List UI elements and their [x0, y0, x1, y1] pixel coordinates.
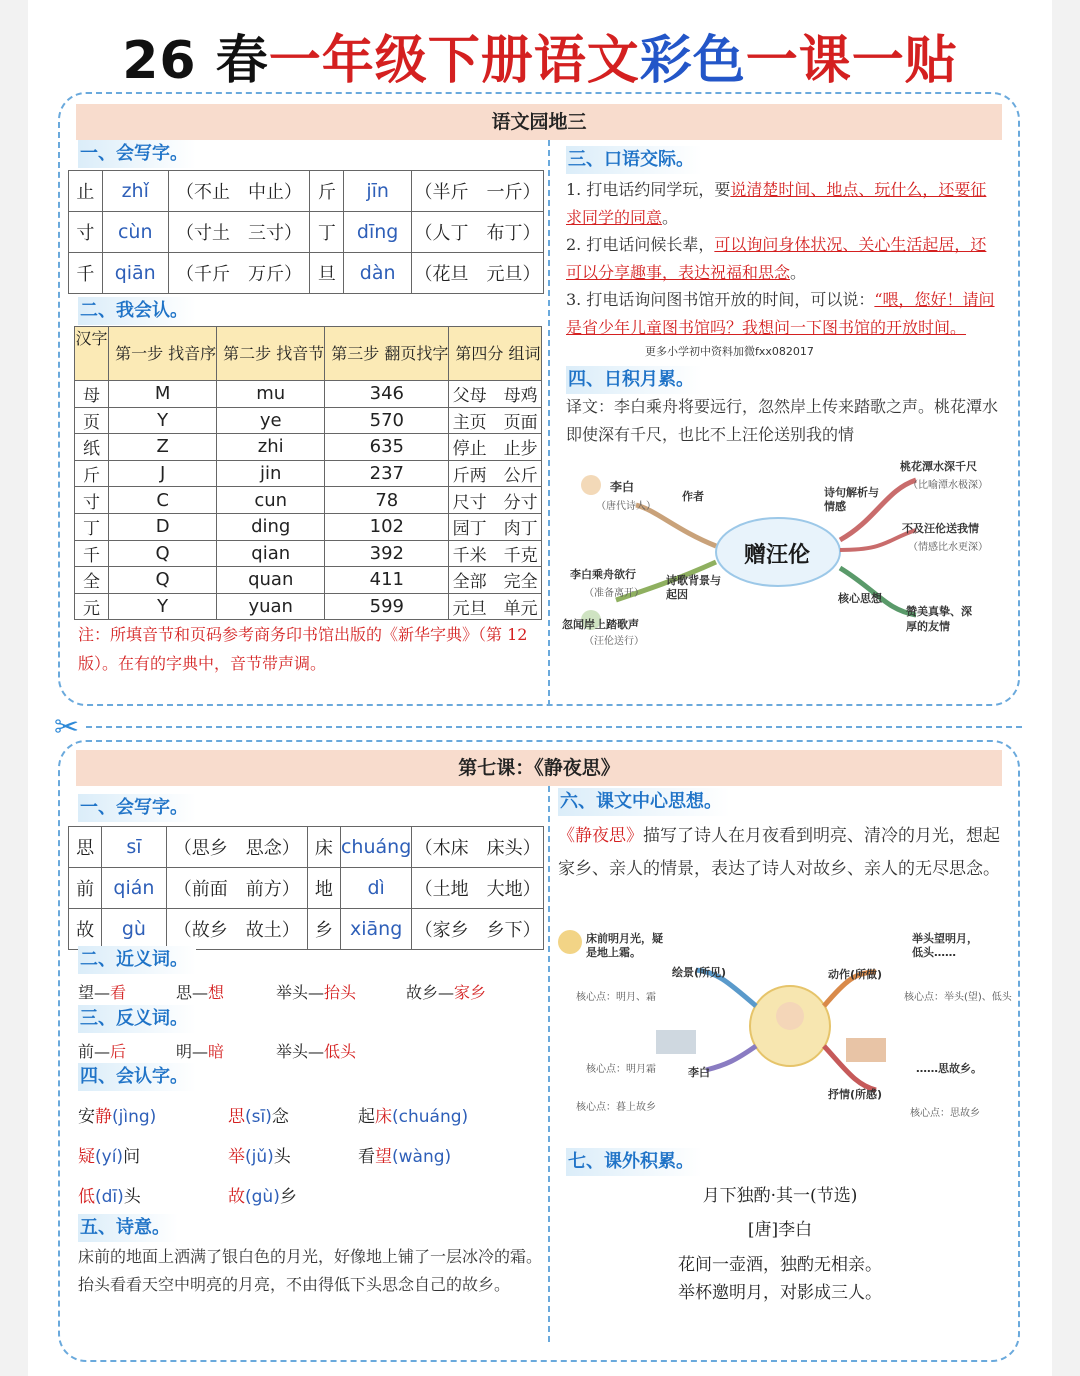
write-words: （家乡 乡下） [412, 909, 544, 950]
write-pinyin: dì [340, 868, 411, 909]
title-grade: 一年级下册语文 [268, 31, 640, 91]
write-pinyin: gù [102, 909, 167, 950]
recognize-header: 第二步 找音节 [217, 327, 325, 381]
poem-line-1: 花间一壶酒，独酌无相亲。 [678, 1255, 882, 1275]
left-margin [0, 0, 28, 1376]
recognize-initial: Q [109, 567, 217, 594]
recognize-initial: M [109, 381, 217, 408]
mm2-left-core-1: 核心点：明月霜 [586, 1064, 656, 1075]
mm1-core: 赞美真挚、深厚的友情 [906, 605, 972, 633]
recognize-page: 570 [325, 407, 449, 434]
mm2-left-core-2: 核心点：暮上故乡 [576, 1102, 656, 1113]
recognize-char: 页 [75, 407, 109, 434]
synonym-list: 望—看 思—想 举头—抬头 故乡—家乡 [78, 983, 487, 1002]
title-year: 26 春 [122, 31, 269, 91]
oral-heading: 三、口语交际。 [566, 146, 702, 174]
recognize-initial: Z [109, 434, 217, 461]
recognize-page: 237 [325, 460, 449, 487]
recognize-page: 102 [325, 513, 449, 540]
write-char: 旦 [310, 253, 344, 294]
recognize-row [75, 460, 542, 487]
write-char: 斤 [310, 171, 344, 212]
recognize-page: 635 [325, 434, 449, 461]
recognize-words: 园丁 肉丁 [449, 513, 542, 540]
watermark-text: 更多小学初中资料加微fxx082017 [645, 345, 814, 358]
recognize-words: 元旦 单元 [449, 593, 542, 620]
write-pinyin: dàn [344, 253, 412, 294]
write-pinyin: qiān [102, 253, 168, 294]
recognize-char: 千 [75, 540, 109, 567]
write-char: 止 [69, 171, 103, 212]
recognize-row [75, 487, 542, 514]
mm1-a1: 桃花潭水深千尺 [900, 460, 977, 473]
recognize-heading: 四、会认字。 [78, 1063, 196, 1091]
recognize-row [75, 567, 542, 594]
mm2-action-core: 核心点：举头(望)、低头 [904, 992, 1012, 1003]
write-char: 千 [69, 253, 103, 294]
recognize-syllable: mu [217, 381, 325, 408]
recognize-item: 疑(yí)问 [78, 1147, 141, 1167]
accum-text: 译文：李白乘舟将要远行，忽然岸上传来踏歌之声。桃花潭水即使深有千尺，也比不上汪伦送别我的情 [566, 397, 998, 444]
write-pinyin: cùn [102, 212, 168, 253]
write-words: （思乡 思念） [166, 827, 307, 868]
recognize-item: 故(gù)乡 [228, 1187, 297, 1207]
write-char: 丁 [310, 212, 344, 253]
title-sticker: 一课一贴 [745, 31, 958, 91]
write-pinyin: jīn [344, 171, 412, 212]
recognize-syllable: ding [217, 513, 325, 540]
lesson-write-table [68, 826, 544, 950]
poem-title: 月下独酌·其一(节选) [702, 1186, 858, 1206]
mm2-emotion-core: 核心点：思故乡 [910, 1108, 980, 1119]
write-pinyin: dīng [344, 212, 412, 253]
write-words: （前面 前方） [166, 868, 307, 909]
unit-write-table [68, 170, 544, 294]
mm1-a2: 不及汪伦送我情 [902, 522, 979, 535]
mm2-scene-branch: 绘景(所见) [672, 966, 727, 979]
write-row [69, 868, 544, 909]
recognize-words: 全部 完全 [449, 567, 542, 594]
write-row [69, 827, 544, 868]
mm2-emotion-line: ……思故乡。 [916, 1062, 982, 1075]
unit-recognize-table [74, 326, 542, 620]
recognize-syllable: quan [217, 567, 325, 594]
write-pinyin: chuáng [340, 827, 411, 868]
write-char: 思 [69, 827, 102, 868]
recognize-row [75, 593, 542, 620]
recognize-char: 母 [75, 381, 109, 408]
write-char: 寸 [69, 212, 103, 253]
recognize-initial: Y [109, 593, 217, 620]
recognize-page: 78 [325, 487, 449, 514]
oral-item-2: 2. 打电话问候长辈，可以询问身体状况、关心生活起居，还可以分享趣事，表达祝福和思念。 [566, 235, 987, 282]
write-words: （花旦 元旦） [412, 253, 544, 294]
center-text: 《静夜思》描写了诗人在月夜看到明亮、清冷的月光，想起家乡、亲人的情景，表达了诗人对故乡、亲人的无尽思念。 [558, 826, 1000, 879]
recognize-char: 全 [75, 567, 109, 594]
recognize-row [75, 407, 542, 434]
recognize-char: 元 [75, 593, 109, 620]
mm1-author-branch: 作者 [682, 490, 704, 503]
scissors-icon: ✂ [54, 710, 80, 745]
recognize-syllable: zhi [217, 434, 325, 461]
lesson-banner: 第七课：《静夜思》 [76, 750, 1002, 786]
mm1-a1-sub: （比喻潭水极深） [908, 480, 988, 491]
recognize-char: 纸 [75, 434, 109, 461]
antonym-heading: 三、反义词。 [78, 1005, 196, 1033]
mm2-scene-core: 核心点：明月、霜 [576, 992, 656, 1003]
mm2-center: 李白 [688, 1066, 710, 1079]
meaning-heading: 五、诗意。 [78, 1214, 178, 1242]
write-words: （人丁 布丁） [412, 212, 544, 253]
lesson-write-heading: 一、会写字。 [78, 794, 196, 822]
write-row [69, 171, 544, 212]
recognize-initial: D [109, 513, 217, 540]
meaning-text: 床前的地面上洒满了银白色的月光，好像地上铺了一层冰冷的霜。抬头看看天空中明亮的月亮，不由得低下头思念自己的故乡。 [78, 1247, 543, 1294]
write-words: （土地 大地） [412, 868, 544, 909]
recognize-char: 寸 [75, 487, 109, 514]
recognize-header: 汉字 [75, 327, 109, 381]
recognize-char: 丁 [75, 513, 109, 540]
recognize-char: 斤 [75, 460, 109, 487]
recognize-header: 第一步 找音序 [109, 327, 217, 381]
extra-heading: 七、课外积累。 [566, 1148, 702, 1176]
mm1-author: 李白 [610, 480, 635, 494]
recognize-page: 346 [325, 381, 449, 408]
write-words: （千斤 万斤） [168, 253, 310, 294]
write-pinyin: zhǐ [102, 171, 168, 212]
recognize-item: 看望(wàng) [358, 1147, 452, 1167]
accum-heading: 四、日积月累。 [566, 366, 702, 394]
mm1-a2-sub: （情感比水更深） [908, 542, 988, 553]
write-words: （故乡 故土） [166, 909, 307, 950]
center-heading: 六、课文中心思想。 [558, 788, 730, 816]
mm2-action-branch: 动作(所做) [828, 968, 883, 981]
recognize-row [75, 540, 542, 567]
recognize-item: 低(dī)头 [78, 1187, 141, 1207]
mm1-b1: 李白乘舟欲行 [570, 568, 636, 581]
recognize-row [75, 513, 542, 540]
oral-item-3: 3. 打电话询问图书馆开放的时间，可以说：“喂，您好！请问是省少年儿童图书馆吗？我想问一下图书馆的开放时间。 [566, 290, 995, 337]
recognize-item: 思(sī)念 [228, 1107, 289, 1127]
recognize-words: 尺寸 分寸 [449, 487, 542, 514]
recognize-words: 父母 母鸡 [449, 381, 542, 408]
mm1-author-sub: （唐代诗人） [596, 501, 656, 512]
recognize-words: 主页 页面 [449, 407, 542, 434]
lesson-divider [548, 786, 550, 1342]
unit-recognize-heading: 二、我会认。 [78, 297, 196, 325]
recognize-syllable: ye [217, 407, 325, 434]
antonym-list: 前—后 明—暗 举头—低头 [78, 1042, 357, 1061]
recognize-header: 第四分 组词 [449, 327, 542, 381]
recognize-syllable: yuan [217, 593, 325, 620]
recognize-words: 千米 千克 [449, 540, 542, 567]
write-char: 床 [307, 827, 340, 868]
unit-write-heading: 一、会写字。 [78, 140, 196, 168]
write-words: （木床 床头） [412, 827, 544, 868]
page-title [0, 18, 1080, 93]
oral-item-1: 1. 打电话约同学玩，要说清楚时间、地点、玩什么，还要征求同学的同意。 [566, 180, 987, 227]
write-char: 故 [69, 909, 102, 950]
poem-line-2: 举杯邀明月，对影成三人。 [678, 1283, 882, 1303]
title-color: 彩色 [639, 31, 746, 91]
mm1-b2: 忽闻岸上踏歌声 [562, 618, 639, 631]
recognize-syllable: qian [217, 540, 325, 567]
recognize-page: 411 [325, 567, 449, 594]
write-pinyin: qián [102, 868, 167, 909]
write-char: 地 [307, 868, 340, 909]
recognize-item: 举(jǔ)头 [228, 1147, 291, 1167]
mm1-analysis-branch: 诗句解析与情感 [824, 486, 879, 513]
recognize-syllable: cun [217, 487, 325, 514]
unit-divider [548, 140, 550, 706]
write-char: 乡 [307, 909, 340, 950]
recognize-initial: Y [109, 407, 217, 434]
recognize-header: 第三步 翻页找字 [325, 327, 449, 381]
write-words: （半斤 一斤） [412, 171, 544, 212]
recognize-page: 599 [325, 593, 449, 620]
write-row [69, 909, 544, 950]
mm2-action-line: 举头望明月，低头…… [912, 932, 978, 959]
mm2-scene-line: 床前明月光，疑是地上霜。 [586, 932, 663, 959]
write-words: （寸土 三寸） [168, 212, 310, 253]
recognize-item: 安静(jìng) [78, 1107, 157, 1127]
recognize-item: 起床(chuáng) [358, 1107, 469, 1127]
recognize-initial: Q [109, 540, 217, 567]
recognize-row [75, 381, 542, 408]
write-words: （不止 中止） [168, 171, 310, 212]
mm1-bg-branch: 诗歌背景与起因 [666, 574, 721, 601]
write-pinyin: sī [102, 827, 167, 868]
recognize-syllable: jin [217, 460, 325, 487]
write-pinyin: xiāng [340, 909, 411, 950]
recognize-initial: J [109, 460, 217, 487]
mm1-core-branch: 核心思想 [838, 592, 882, 605]
recognize-page: 392 [325, 540, 449, 567]
recognize-row [75, 434, 542, 461]
write-row [69, 253, 544, 294]
mm2-emotion-branch: 抒情(所感) [828, 1088, 883, 1101]
unit-note: 注：所填音节和页码参考商务印书馆出版的《新华字典》（第 12 版）。在有的字典中，音节带声调。 [78, 625, 528, 673]
mm1-b2-sub: （汪伦送行） [584, 636, 644, 647]
cut-line [86, 726, 1022, 728]
unit-banner: 语文园地三 [76, 104, 1002, 140]
synonym-heading: 二、近义词。 [78, 946, 196, 974]
recognize-words: 斤两 公斤 [449, 460, 542, 487]
write-row [69, 212, 544, 253]
recognize-words: 停止 止步 [449, 434, 542, 461]
right-margin [1052, 0, 1080, 1376]
mm1-center: 赠汪伦 [744, 543, 811, 568]
write-char: 前 [69, 868, 102, 909]
mm1-b1-sub: （准备离开） [584, 588, 644, 599]
recognize-initial: C [109, 487, 217, 514]
poem-author: [唐]李白 [747, 1220, 813, 1240]
